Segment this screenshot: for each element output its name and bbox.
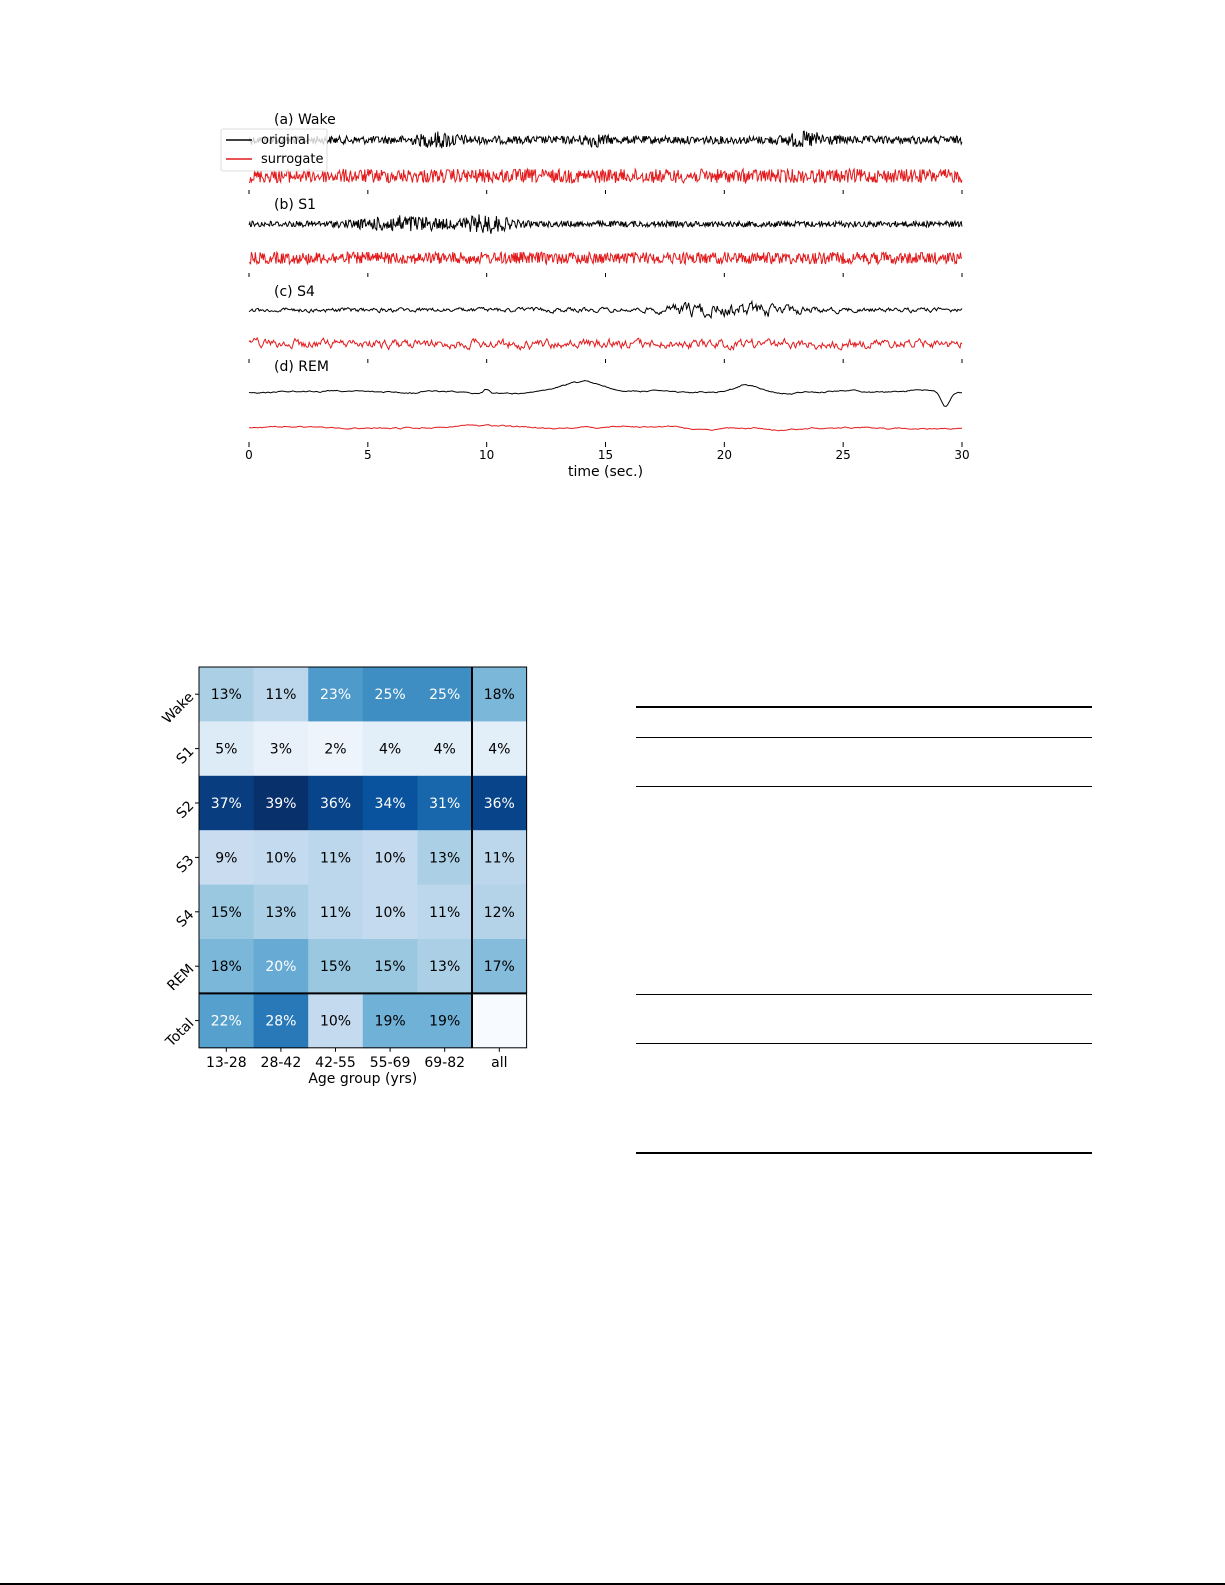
- trace-2-original: [249, 302, 962, 318]
- table-section-rule-2: [636, 994, 1092, 995]
- cell-label: 9%: [215, 850, 238, 867]
- panel-label-3: (d) REM: [274, 359, 329, 375]
- x-tick-label-25: 25: [835, 448, 851, 462]
- eeg-signal-plot: [0, 0, 1225, 500]
- cell-label: 39%: [265, 796, 297, 812]
- cell-label: 25%: [374, 687, 406, 704]
- cell-label: 23%: [319, 687, 352, 704]
- table-header-rule: [636, 737, 1092, 738]
- cell-label: 10%: [374, 850, 406, 867]
- col-label-55-69: 55-69: [369, 1054, 411, 1071]
- eeg-signal-figure: [0, 0, 1225, 500]
- cell-label: 22%: [210, 1013, 242, 1030]
- trace-1-surrogate: [249, 252, 962, 264]
- col-label-42-55: 42-55: [315, 1054, 356, 1071]
- cell-label: 18%: [483, 687, 515, 704]
- cell-label: 10%: [374, 904, 406, 921]
- cell-label: 20%: [265, 959, 297, 976]
- x-tick-label-20: 20: [716, 448, 732, 462]
- cell-label: 15%: [319, 959, 352, 976]
- panel-label-0: (a) Wake: [274, 112, 336, 128]
- x-tick-label-30: 30: [954, 448, 970, 462]
- row-label-wake: Wake: [159, 689, 198, 728]
- x-tick-label-15: 15: [597, 448, 614, 462]
- x-tick-label-0: 0: [245, 448, 253, 462]
- cell-label: 34%: [374, 796, 406, 812]
- cell-label: 13%: [210, 687, 242, 704]
- cell-label: 11%: [265, 687, 297, 704]
- cell-label: 25%: [429, 687, 461, 704]
- heatmap-plot: [0, 640, 600, 1120]
- cell-label: 12%: [483, 904, 515, 921]
- cell-label: 37%: [210, 796, 242, 812]
- row-label-s3: S3: [173, 852, 198, 877]
- row-label-s1: S1: [173, 743, 198, 768]
- cell-label: 19%: [374, 1013, 406, 1030]
- x-axis-label: Age group (yrs): [308, 1070, 418, 1087]
- cell-label: 15%: [374, 959, 406, 976]
- x-tick-label-5: 5: [364, 448, 372, 462]
- cell-label: 13%: [429, 850, 461, 867]
- x-tick-label-10: 10: [479, 448, 495, 462]
- col-label-all: all: [491, 1054, 508, 1071]
- cell-label: 31%: [429, 796, 461, 812]
- cell-label: 10%: [265, 850, 297, 867]
- table-top-rule: [636, 706, 1092, 708]
- col-label-13-28: 13-28: [205, 1054, 247, 1071]
- cell-label: 15%: [210, 904, 242, 921]
- trace-3-original: [249, 381, 962, 407]
- cell-label: 4%: [433, 741, 456, 758]
- cell-label: 4%: [378, 741, 402, 758]
- row-label-total: Total: [162, 1015, 198, 1051]
- legend-label-surrogate: surrogate: [261, 152, 324, 167]
- table-section-rule-3: [636, 1043, 1092, 1044]
- table-section-rule-1: [636, 786, 1092, 787]
- cell-label: 17%: [483, 959, 515, 976]
- cell-label: 10%: [319, 1013, 352, 1030]
- panel-label-2: (c) S4: [274, 284, 315, 300]
- cell-label: 18%: [210, 959, 242, 976]
- table-rules: [636, 700, 1092, 1160]
- sleep-stage-heatmap: [0, 640, 600, 1120]
- col-label-69-82: 69-82: [424, 1054, 466, 1071]
- x-axis-label: time (sec.): [567, 464, 644, 480]
- cell-label: 11%: [319, 904, 352, 921]
- cell-label: 13%: [265, 904, 297, 921]
- cell-label: 11%: [429, 904, 461, 921]
- cell-total-all: [472, 993, 527, 1048]
- trace-0-original: [249, 131, 962, 148]
- table-bottom-rule: [636, 1152, 1092, 1154]
- cell-label: 11%: [483, 850, 515, 867]
- trace-3-surrogate: [249, 425, 962, 431]
- cell-label: 3%: [269, 741, 293, 758]
- cell-label: 19%: [429, 1013, 461, 1030]
- cell-label: 5%: [215, 741, 238, 758]
- cell-label: 4%: [488, 741, 511, 758]
- col-label-28-42: 28-42: [260, 1054, 302, 1071]
- cell-label: 2%: [324, 741, 347, 758]
- row-label-s2: S2: [173, 798, 198, 822]
- cell-label: 28%: [265, 1013, 297, 1030]
- panel-label-1: (b) S1: [274, 197, 317, 213]
- legend-label-original: original: [261, 133, 310, 148]
- cell-label: 36%: [483, 796, 515, 812]
- row-label-s4: S4: [173, 906, 198, 931]
- row-label-rem: REM: [164, 961, 198, 995]
- trace-0-surrogate: [249, 169, 962, 183]
- cell-label: 13%: [429, 959, 461, 976]
- cell-label: 36%: [319, 796, 352, 812]
- trace-1-original: [249, 214, 962, 233]
- cell-label: 11%: [319, 850, 352, 867]
- trace-2-surrogate: [249, 338, 962, 350]
